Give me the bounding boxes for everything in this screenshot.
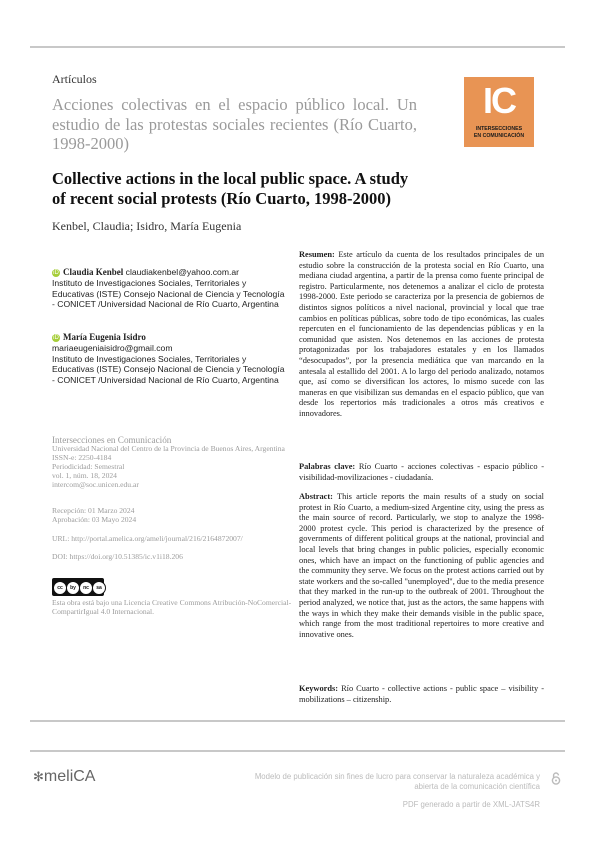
url-line bbox=[52, 535, 292, 544]
title-spanish: Acciones colectivas en el espacio público local. Un estudio de las protestas sociales recientes (Río Cuarto, 1998-2000) bbox=[52, 95, 417, 153]
author1-email[interactable]: claudiakenbel@yahoo.com.ar bbox=[125, 267, 240, 277]
abstract-paragraph bbox=[299, 492, 544, 640]
license-link[interactable]: Licencia Creative Commons Atribución-NoComercial-CompartirIgual 4.0 Internacional. bbox=[52, 598, 292, 616]
resumen-label: Resumen: bbox=[299, 250, 335, 259]
cc-license-badge[interactable] bbox=[52, 578, 104, 596]
author1-block bbox=[52, 267, 287, 310]
url-link[interactable]: http://portal.amelica.org/ameli/journal/216/2164872007/ bbox=[71, 534, 243, 543]
resumen-text: Este artículo da cuenta de los resultados principales de un estudio sobre la construcción de la protesta social en Río Cuarto, una mediana ciudad argentina, a partir de la prensa como fuente principal de registro. Particularmente, nos detenemos a analizar el ciclo de protesta 1998-2000. Este periodo se caracteriza por la presencia de gobiernos de distintos signos políticos a nivel nacional, provincial y local que trae cambios en políticas públicas, sobre todo de tipo económicas, las cuales repercuten en el funcionamiento de las dependencias públicas y en la comunidad que asisten. Nos detenemos en las acciones de protesta protagonizadas por los trabajadores estatales y en los llamados “desocupados”, por la presencia mediática que van marcando en la antesala al estallido del 2001. A lo largo del periodo analizado, notamos que, así como se diversifican los actores, lo mismo sucede con las maneras en que visibilizan sus demandas en el espacio público, que van desde los repertorios más tradicionales a otros más creativos e innovadores. bbox=[299, 250, 545, 418]
journal-info bbox=[52, 436, 292, 489]
journal-logo bbox=[464, 77, 534, 147]
abstract-label: Abstract: bbox=[299, 492, 333, 501]
keywords-text: Río Cuarto - collective actions - public space – visibility - mobilizations – citizenship. bbox=[299, 684, 545, 704]
journal-volume: vol. 1, núm. 18, 2024 bbox=[52, 470, 117, 480]
melica-name: meliCA bbox=[43, 768, 96, 785]
nc-icon: nc bbox=[79, 581, 93, 595]
url-label: URL: bbox=[52, 534, 70, 543]
logo-line1: INTERSECCIONES bbox=[475, 126, 523, 132]
license-prefix: Esta obra está bajo una bbox=[52, 598, 123, 607]
footer-generated: PDF generado a partir de XML-JATS4R bbox=[402, 800, 540, 809]
doi-label: DOI: bbox=[52, 552, 68, 561]
abstract-text: This article reports the main results of a study on social protest in Río Cuarto, a medium-sized Argentine city, using the press as the main source of record. Particularly, we stop to analyze the 1998-2000 protest cycle. This period is characterized by the presence of governments of different political groups at the national, provincial and local levels that bring changes in public policies, especially economic ones, which have an impact on the functioning of public agencies and the community they serve. We focus on the protest actions carried out by state workers and the so-called "unemployed", due to the media presence that they marked in the run-up to the outbreak of 2001. Throughout the period analyzed, we notice that, just as the actors, the same happens with the ways in which they make their demands visible in the public space, which range from the most traditional repertoires to more creative and innovative ones. bbox=[299, 492, 544, 639]
author1-name: Claudia Kenbel bbox=[63, 267, 124, 277]
author1-affiliation: Instituto de Investigaciones Sociales, Territoriales y Educativas (ISTE) Consejo Nacional de Ciencia y Tecnología - CONICET /Universidad Nacional de Río Cuarto, Argentina bbox=[52, 277, 285, 310]
keywords-label: Keywords: bbox=[299, 684, 339, 693]
top-rule bbox=[30, 46, 565, 48]
authors-line: Kenbel, Claudia; Isidro, María Eugenia bbox=[52, 219, 242, 233]
date-received: Recepción: 01 Marzo 2024 bbox=[52, 506, 135, 515]
footer-line2: abierta de la comunicación científica bbox=[414, 782, 540, 791]
resumen-paragraph bbox=[299, 250, 544, 420]
doi-link[interactable]: https://doi.org/10.51385/ic.v1i18.206 bbox=[69, 552, 183, 561]
keywords-paragraph bbox=[299, 684, 544, 705]
palabras-text: Río Cuarto - acciones colectivas - espacio público - visibilidad-movilizaciones - ciudadanía. bbox=[299, 462, 545, 482]
date-approved: Aprobación: 03 Mayo 2024 bbox=[52, 514, 137, 524]
author2-name: María Eugenia Isidro bbox=[63, 332, 146, 342]
section-label: Artículos bbox=[52, 72, 97, 86]
by-icon: by bbox=[66, 581, 80, 595]
mid-rule bbox=[30, 720, 565, 722]
license-text bbox=[52, 599, 292, 617]
journal-name: Intersecciones en Comunicación bbox=[52, 435, 172, 445]
orcid-icon[interactable]: iD bbox=[53, 269, 59, 276]
author2-block bbox=[52, 332, 287, 386]
journal-periodicity: Periodicidad: Semestral bbox=[52, 461, 125, 471]
footer-line1: Modelo de publicación sin fines de lucro para conservar la naturaleza académica y bbox=[254, 772, 540, 781]
doi-line bbox=[52, 553, 292, 562]
sa-icon: sa bbox=[92, 581, 106, 595]
melica-brand bbox=[33, 768, 95, 786]
title-english: Collective actions in the local public space. A study of recent social protests (Río Cuarto, 1998-2000) bbox=[52, 169, 409, 208]
author2-affiliation: Instituto de Investigaciones Sociales, Territoriales y Educativas (ISTE) Consejo Nacional de Ciencia y Tecnología - CONICET /Universidad Nacional de Río Cuarto, Argentina bbox=[52, 353, 285, 386]
dates-block bbox=[52, 507, 292, 525]
logo-mark: IC bbox=[483, 80, 515, 121]
journal-publisher: Universidad Nacional del Centro de la Provincia de Buenos Aires, Argentina bbox=[52, 443, 285, 453]
author2-email[interactable]: mariaeugeniaisidro@gmail.com bbox=[52, 342, 173, 353]
journal-issn: ISSN-e: 2250-4184 bbox=[52, 452, 112, 462]
melica-logo-icon: ✻ bbox=[33, 769, 44, 784]
open-access-icon bbox=[551, 772, 561, 785]
footer-rule bbox=[30, 750, 565, 752]
logo-line2: EN COMUNICACIÓN bbox=[473, 133, 525, 139]
palabras-paragraph bbox=[299, 462, 544, 483]
orcid-icon[interactable]: iD bbox=[53, 334, 59, 341]
palabras-label: Palabras clave: bbox=[299, 462, 356, 471]
cc-icon: cc bbox=[53, 581, 67, 595]
journal-email[interactable]: intercom@soc.unicen.edu.ar bbox=[52, 479, 139, 489]
